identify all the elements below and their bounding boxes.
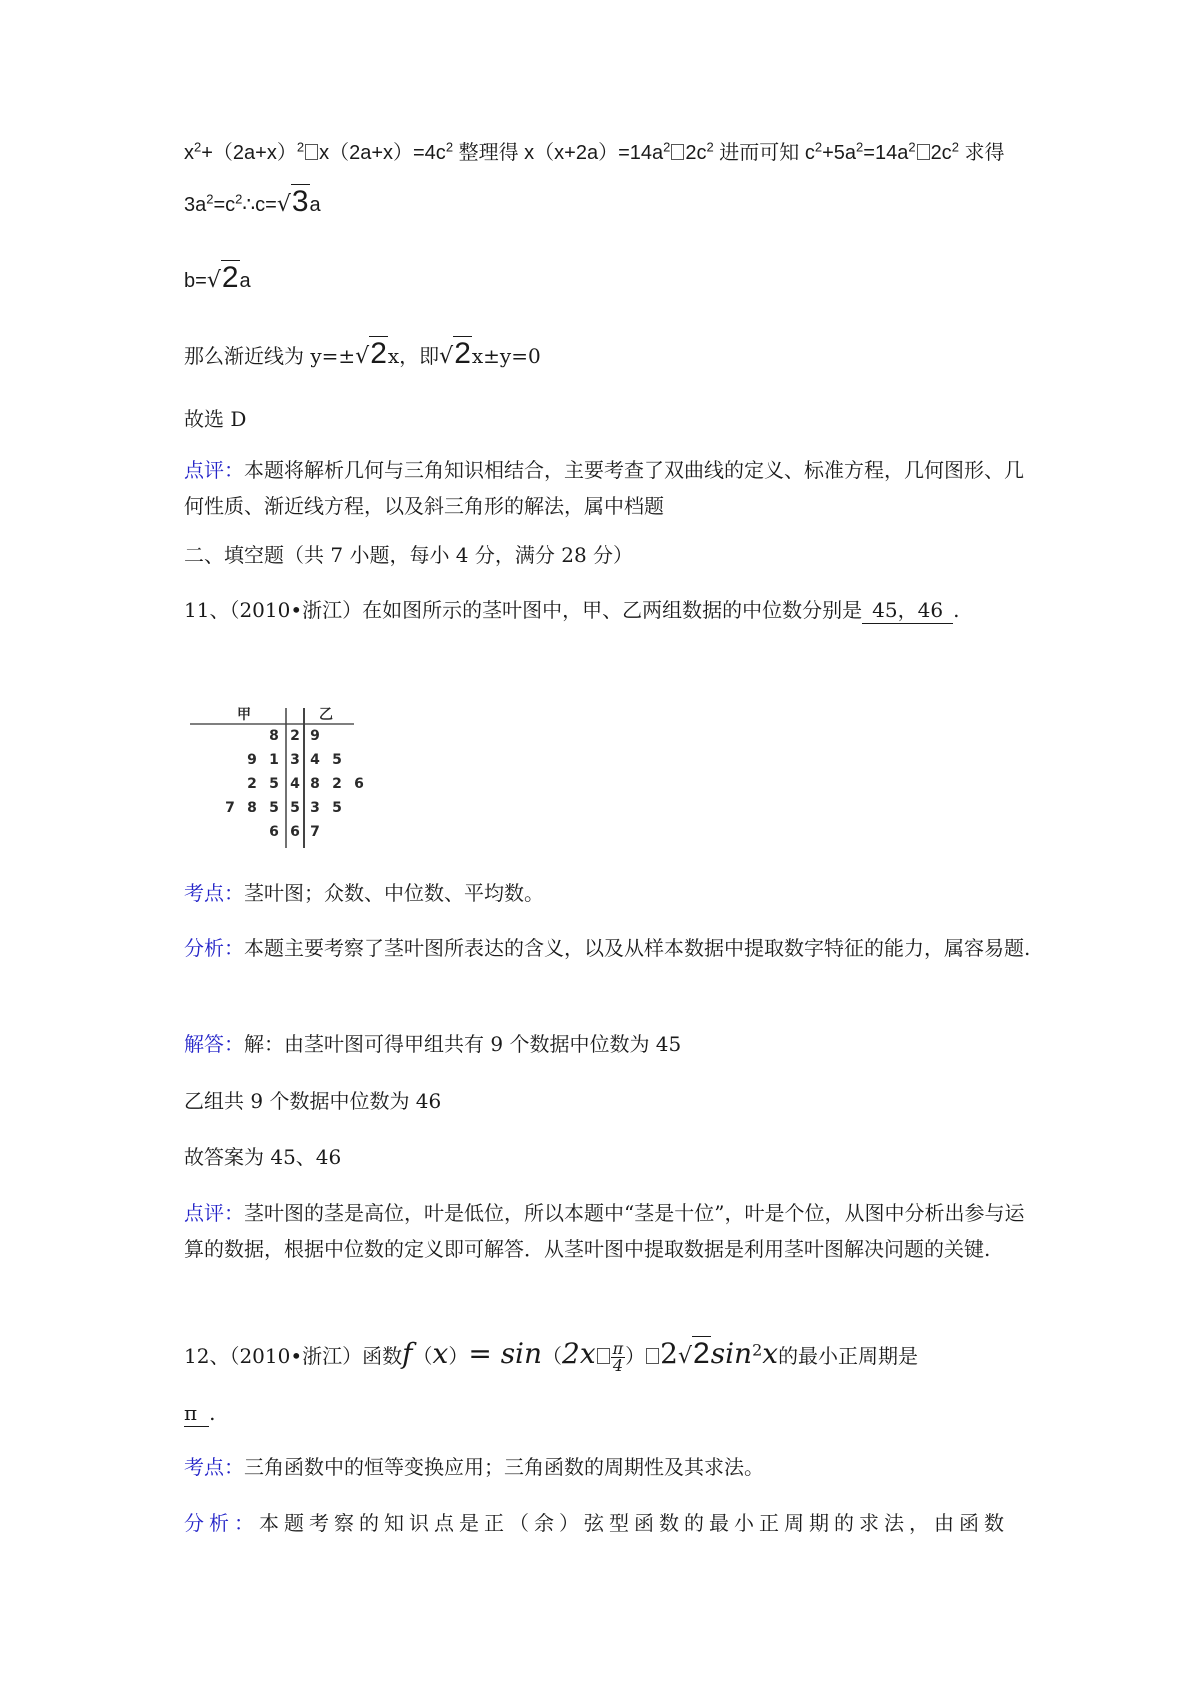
missing-glyph-icon xyxy=(646,1348,659,1364)
jieda-label: 解答： xyxy=(184,1032,244,1056)
square-root: √2 xyxy=(355,337,387,370)
answer-choice-line: 故选 D xyxy=(184,407,247,431)
missing-glyph-icon xyxy=(305,144,318,160)
leaf-yi: 2 xyxy=(332,776,342,792)
square-root: √2 xyxy=(439,337,471,370)
stem-value: 6 xyxy=(290,824,300,840)
leaf-jia: 8 xyxy=(247,800,257,816)
q11-solution-line-3: 故答案为 45、46 xyxy=(184,1145,342,1169)
leaf-jia: 2 xyxy=(247,776,257,792)
leaf-yi: 4 xyxy=(310,752,320,768)
leaf-jia: 8 xyxy=(269,728,279,744)
missing-glyph-icon xyxy=(597,1348,610,1364)
stem-leaf-figure xyxy=(184,702,364,852)
leaf-jia: 9 xyxy=(247,752,257,768)
equation-line-2: $3a^2=c^2\therefore c=√3a$ xyxy=(184,186,1034,221)
leaf-jia: 5 xyxy=(269,800,279,816)
square-root: √2 xyxy=(206,261,239,294)
q11-kaodian: 考点：茎叶图；众数、中位数、平均数。 xyxy=(184,881,544,905)
kaodian-label: 考点： xyxy=(184,881,244,905)
comment-label: 点评： xyxy=(184,458,244,482)
leaf-yi: 5 xyxy=(332,800,342,816)
comment-block: 点评：本题将解析几何与三角知识相结合，主要考查了双曲线的定义、标准方程，几何图形、几何性质、渐近线方程，以及斜三角形的解法，属中档题 xyxy=(184,458,1024,518)
leaf-yi: 6 xyxy=(354,776,364,792)
missing-glyph-icon xyxy=(671,144,684,160)
leaf-jia: 5 xyxy=(269,776,279,792)
fenxi-label: 分析： xyxy=(184,936,244,960)
q11-solution-line-2: 乙组共 9 个数据中位数为 46 xyxy=(184,1089,442,1113)
q12-fenxi: 分析：本题考察的知识点是正（余）弦型函数的最小正周期的求法，由函数 xyxy=(184,1511,1009,1535)
stem-value: 3 xyxy=(290,752,300,768)
leaf-yi: 7 xyxy=(310,824,320,840)
header-yi: 乙 xyxy=(319,707,333,723)
question-11: 11、（2010•浙江）在如图所示的茎叶图中，甲、乙两组数据的中位数分别是 45，46 . xyxy=(184,598,960,622)
leaf-yi: 9 xyxy=(310,728,320,744)
dianping-label: 点评： xyxy=(184,1201,244,1225)
q11-dianping: 点评：茎叶图的茎是高位，叶是低位，所以本题中“茎是十位”，叶是个位，从图中分析出参与运算的数据，根据中位数的定义即可解答．从茎叶图中提取数据是利用茎叶图解决问题的关键. xyxy=(184,1201,1025,1261)
answer-blank: 45，46 xyxy=(862,597,953,624)
fraction-pi-over-4: $\frac{\pi}{4}$ xyxy=(612,1339,624,1375)
leaf-jia: 7 xyxy=(225,800,235,816)
leaf-yi: 8 xyxy=(310,776,320,792)
leaf-yi: 5 xyxy=(332,752,342,768)
leaf-yi: 3 xyxy=(310,800,320,816)
answer-blank: π xyxy=(184,1400,209,1427)
stem-value: 2 xyxy=(290,728,300,744)
q12-kaodian: 考点：三角函数中的恒等变换应用；三角函数的周期性及其求法。 xyxy=(184,1455,764,1479)
leaf-jia: 6 xyxy=(269,824,279,840)
missing-glyph-icon xyxy=(917,144,930,160)
equation-line-3: b=√2a xyxy=(184,262,1034,297)
stem-value: 5 xyxy=(290,800,300,816)
stem-value: 4 xyxy=(290,776,300,792)
section-heading: 二、填空题（共 7 小题，每小 4 分，满分 28 分） xyxy=(184,543,634,567)
square-root: √3 xyxy=(276,185,309,218)
square-root: √2 xyxy=(678,1337,710,1370)
leaf-jia: 1 xyxy=(269,752,279,768)
q11-fenxi: 分析：本题主要考察了茎叶图所表达的含义，以及从样本数据中提取数字特征的能力，属容易题. xyxy=(184,936,1031,960)
asymptote-line: 那么渐近线为 y=±√2x，即√2x±y=0 xyxy=(184,338,1034,373)
q12-answer: π . xyxy=(184,1401,216,1425)
kaodian-label: 考点： xyxy=(184,1455,244,1479)
equation-line-1: $x^2+(2a+x)^2$ $x(2a+x)=4c^2$ 整理得 $x(x+2a)=14a^2$ $2c^2$ 进而可知 $c^2+5a^2=14a^2$ $2c^2$ 求得 xyxy=(184,139,1005,164)
q11-jieda: 解答：解：由茎叶图可得甲组共有 9 个数据中位数为 45 xyxy=(184,1032,682,1056)
fenxi-label: 分析： xyxy=(184,1511,259,1535)
question-12: 12、（2010•浙江）函数f（x）= sin（2x $\frac{\pi}{4}$ ） $2√2\sin^2x$的最小正周期是 xyxy=(184,1337,919,1375)
header-jia: 甲 xyxy=(237,707,251,723)
